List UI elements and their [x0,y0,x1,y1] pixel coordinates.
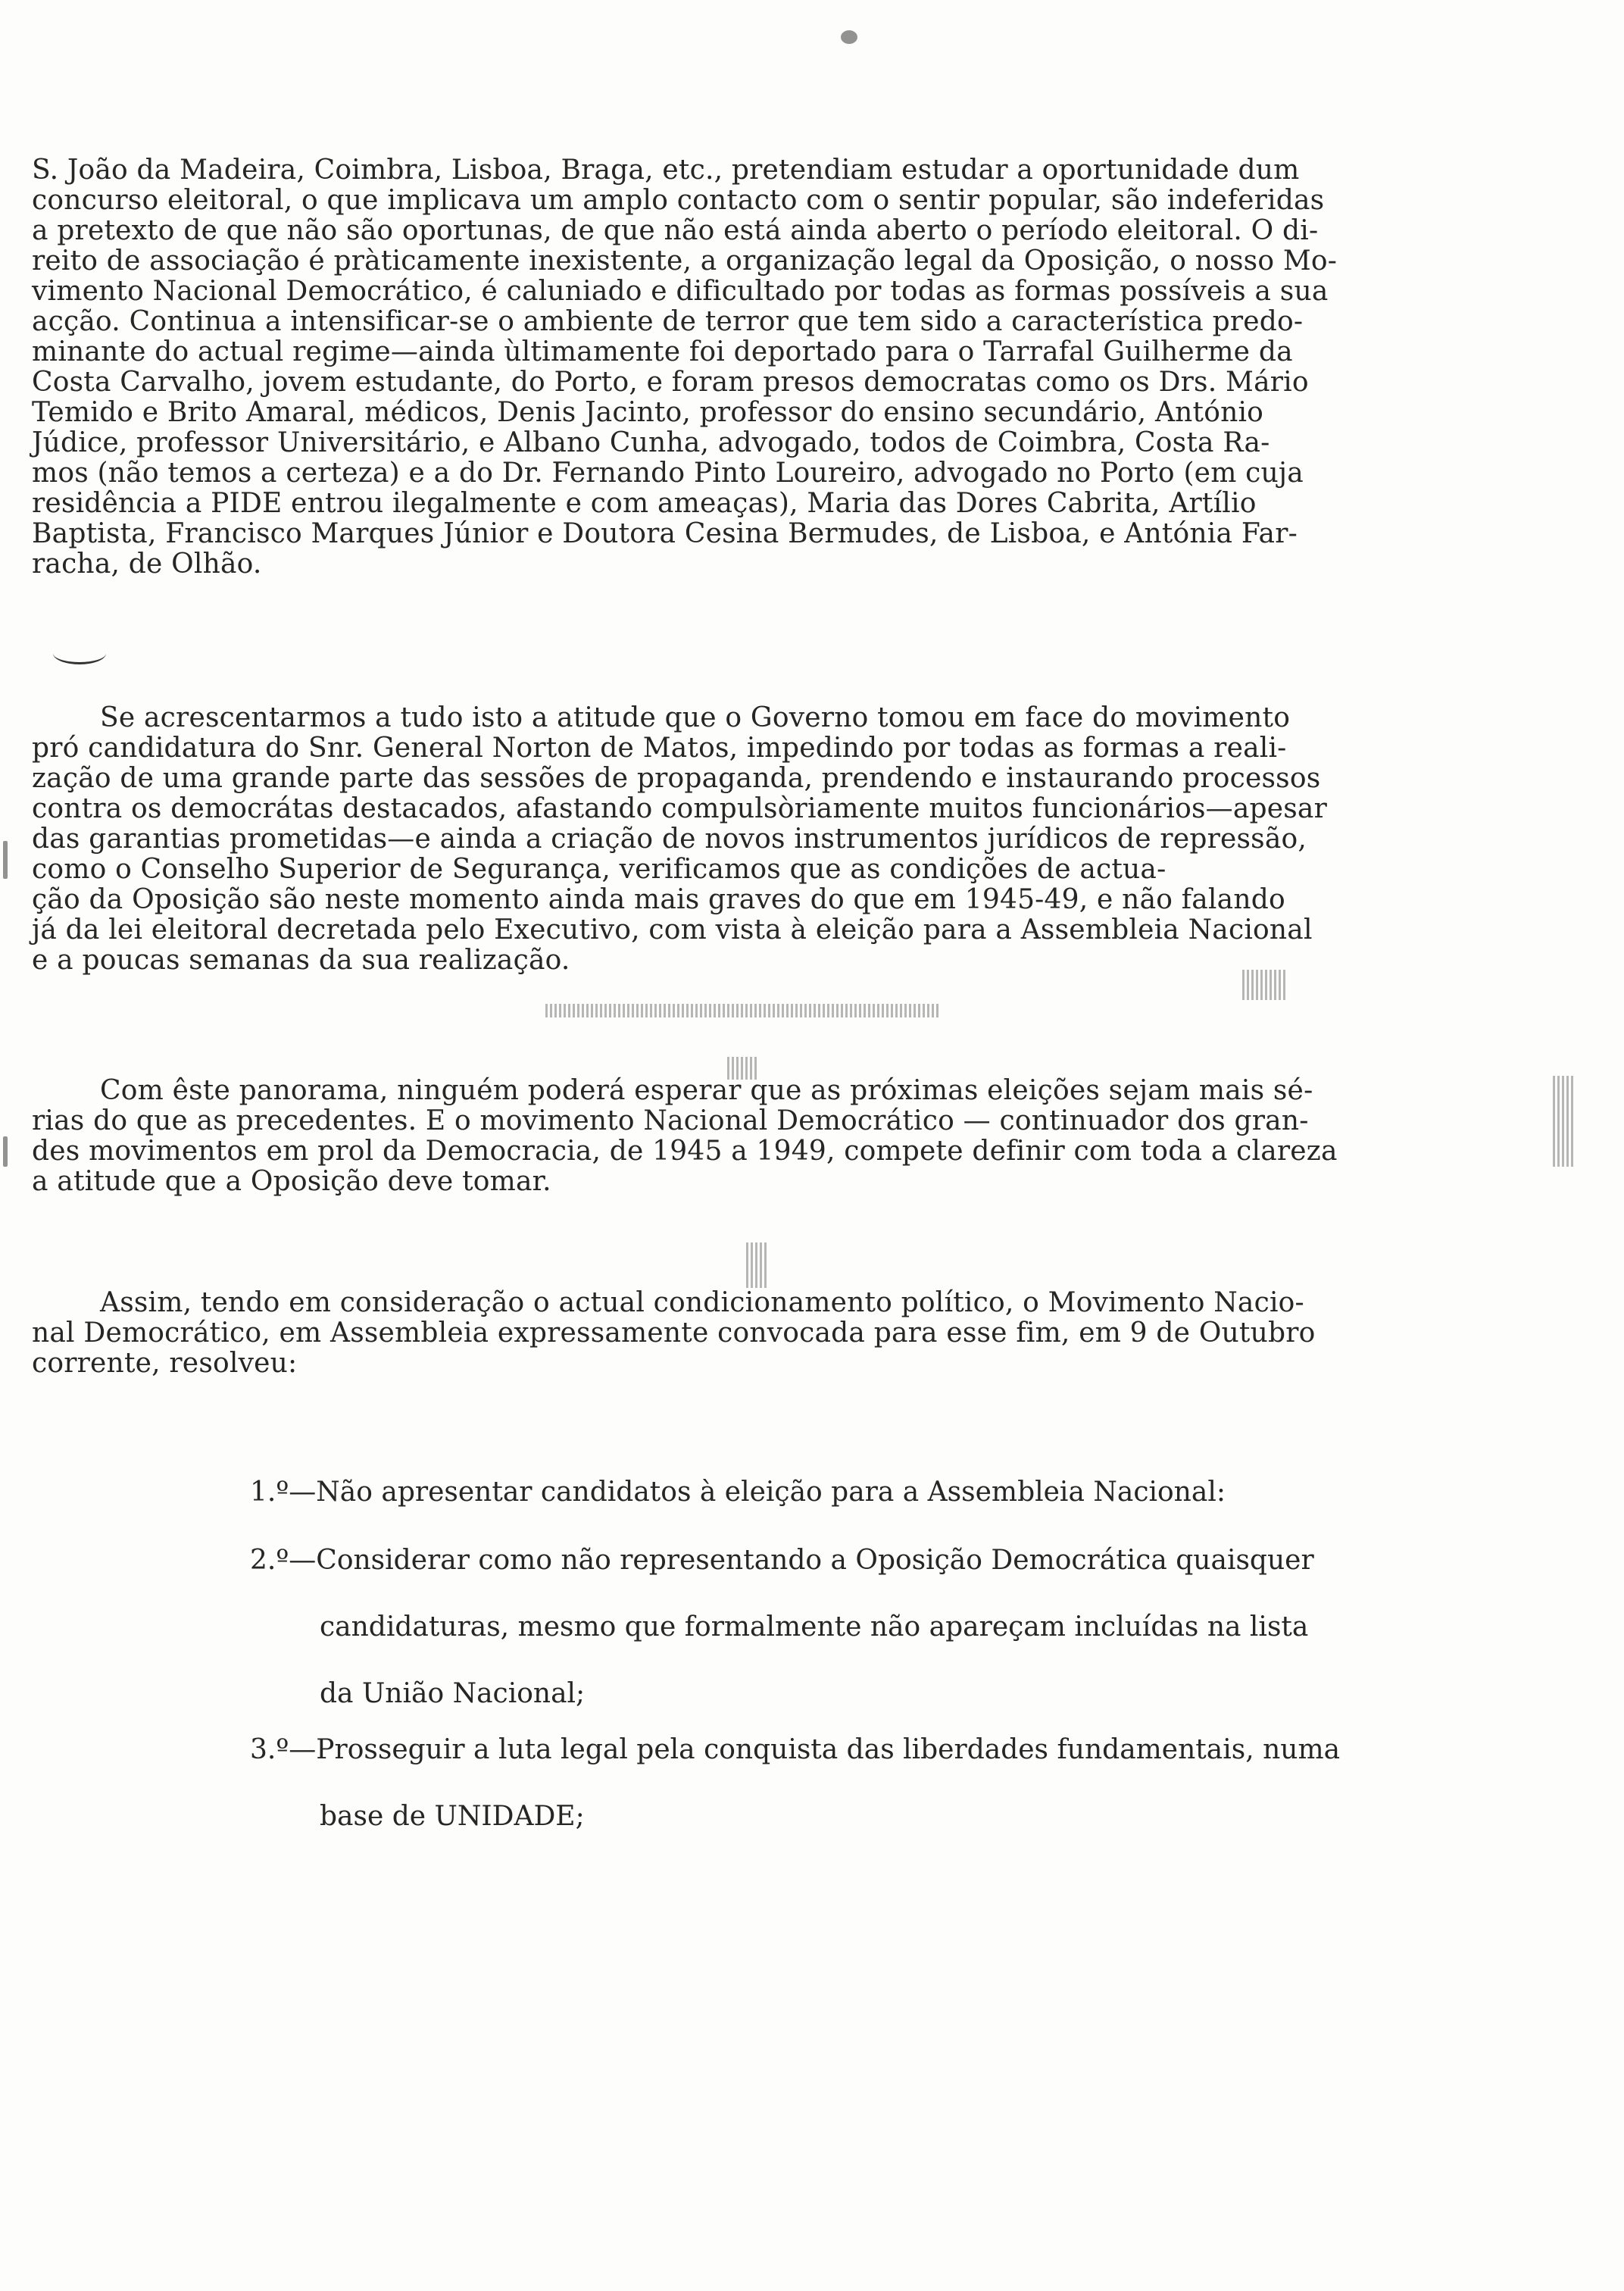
scan-speck [3,1136,8,1167]
text-line: Se acrescentarmos a tudo isto a atitude que o Governo tomou em face do movimento [100,702,1291,733]
paragraph-3 [32,1076,1380,1197]
text-line: a atitude que a Oposição deve tomar. [32,1166,551,1197]
text-line: já da lei eleitoral decretada pelo Executivo, com vista à eleição para a Assembleia Nacional [32,914,1313,945]
item-continuation: da União Nacional; [320,1678,586,1709]
item-text: Não apresentar candidatos à eleição para a Assembleia Nacional: [316,1477,1226,1508]
item-continuation: candidaturas, mesmo que formalmente não apareçam incluídas na lista [320,1611,1309,1642]
text-line: corrente, resolveu: [32,1348,298,1379]
paragraph-4 [32,1288,1380,1379]
text-line: e a poucas semanas da sua realização. [32,945,570,976]
handwritten-mark [53,642,106,664]
item-text: Prosseguir a luta legal pela conquista das liberdades fundamentais, numa [316,1734,1341,1765]
scan-speck [841,30,857,44]
text-line: rias do que as precedentes. E o movimento Nacional Democrático — continuador dos gran- [32,1105,1309,1136]
item-number: 1.º— [250,1477,317,1508]
scan-speck [3,841,8,879]
item-text: Considerar como não representando a Oposição Democrática quaisquer [316,1545,1314,1576]
text-line: como o Conselho Superior de Segurança, verificamos que as condições de actua- [32,854,1166,885]
text-line: reito de associação é pràticamente inexistente, a organização legal da Oposição, o nosso Mo- [32,245,1338,277]
scan-smudge [1242,970,1288,1000]
text-line: concurso eleitoral, o que implicava um amplo contacto com o sentir popular, são indeferidas [32,185,1325,216]
text-line: vimento Nacional Democrático, é caluniado e dificultado por todas as formas possíveis a sua [32,276,1329,307]
text-line: a pretexto de que não são oportunas, de que não está ainda aberto o período eleitoral. O di- [32,215,1319,246]
resolution-item-2 [250,1546,1386,1709]
text-line: das garantias prometidas—e ainda a criação de novos instrumentos jurídicos de repressão, [32,824,1307,855]
resolution-item-3 [250,1735,1386,1832]
text-line: Costa Carvalho, jovem estudante, do Porto, e foram presos democratas como os Drs. Mário [32,367,1309,398]
text-line: des movimentos em prol da Democracia, de 1945 a 1949, compete definir com toda a clareza [32,1136,1338,1167]
paragraph-1 [32,155,1380,580]
resolution-item-1 [250,1477,1386,1508]
scan-smudge [746,1242,769,1288]
item-number: 2.º— [250,1545,317,1576]
text-line: zação de uma grande parte das sessões de propaganda, prendendo e instaurando processos [32,763,1321,794]
scan-smudge [1553,1076,1576,1167]
item-continuation: base de UNIDADE; [320,1801,585,1832]
scan-smudge [727,1057,757,1080]
text-line: Com êste panorama, ninguém poderá esperar que as próximas eleições sejam mais sé- [100,1075,1313,1106]
text-line: Baptista, Francisco Marques Júnior e Doutora Cesina Bermudes, de Lisboa, e Antónia Far- [32,518,1298,549]
text-line: nal Democrático, em Assembleia expressamente convocada para esse fim, em 9 de Outubro [32,1317,1316,1349]
scan-smudge [545,1004,939,1017]
text-line: Temido e Brito Amaral, médicos, Denis Jacinto, professor do ensino secundário, António [32,397,1264,428]
text-line: S. João da Madeira, Coimbra, Lisboa, Braga, etc., pretendiam estudar a oportunidade dum [32,155,1300,186]
text-line: contra os democrátas destacados, afastando compulsòriamente muitos funcionários—apesar [32,793,1328,824]
text-line: Júdice, professor Universitário, e Albano Cunha, advogado, todos de Coimbra, Costa Ra- [32,427,1270,458]
text-line: ção da Oposição são neste momento ainda mais graves do que em 1945-49, e não falando [32,884,1285,915]
text-line: racha, de Olhão. [32,549,262,580]
text-line: residência a PIDE entrou ilegalmente e com ameaças), Maria das Dores Cabrita, Artílio [32,488,1257,519]
text-line: pró candidatura do Snr. General Norton de Matos, impedindo por todas as formas a reali- [32,733,1287,764]
paragraph-2 [32,703,1380,976]
text-line: Assim, tendo em consideração o actual condicionamento político, o Movimento Nacio- [100,1287,1304,1318]
text-line: minante do actual regime—ainda ùltimamente foi deportado para o Tarrafal Guilherme da [32,336,1293,367]
item-number: 3.º— [250,1734,317,1765]
text-line: mos (não temos a certeza) e a do Dr. Fernando Pinto Loureiro, advogado no Porto (em cuja [32,458,1304,489]
text-line: acção. Continua a intensificar-se o ambiente de terror que tem sido a característica predo- [32,306,1304,337]
